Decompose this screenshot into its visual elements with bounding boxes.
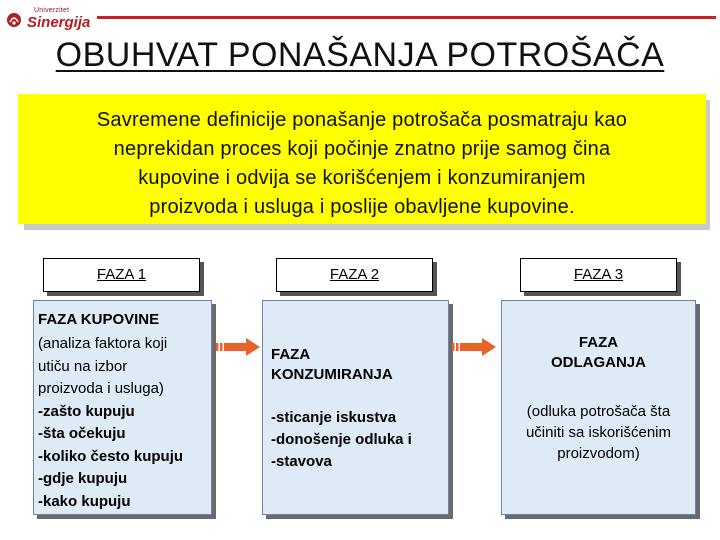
purchase-phase-card [33,300,212,515]
university-logo [4,6,96,32]
definition-line: kupovine i odvija se korišćenjem i konzumiranjem [138,167,586,189]
disposal-phase-text [502,401,695,464]
consumption-title-line: FAZA [271,346,311,363]
definition-line: Savremene definicije ponašanje potrošača posmatraju kao [96,109,628,131]
right-arrow-icon [216,338,260,356]
header-divider [97,16,716,19]
consumption-phase-list [271,407,412,473]
disposal-phase-title [502,333,695,373]
disposal-title-line: FAZA [578,334,619,351]
purchase-note-line: (analiza faktora koji [38,335,168,352]
disposal-phase-card [501,300,696,515]
phase-3-label: FAZA 3 [520,258,677,292]
purchase-note-line: proizvoda i usluga) [38,380,164,397]
logo-main-text: Sinergija [27,14,91,31]
logo-small-text: Univerzitet [34,7,70,14]
purchase-item: -šta očekuju [38,425,126,442]
consumption-title-line: KONZUMIRANJA [271,366,393,383]
consumption-phase-title [271,345,393,385]
consumption-item: -stavova [271,453,332,470]
purchase-phase-title: FAZA KUPOVINE [38,311,160,328]
definition-text [18,106,706,222]
purchase-item: -koliko često kupuju [38,447,184,465]
right-arrow-icon [452,338,496,356]
consumption-phase-card [262,300,449,515]
disposal-text-line: (odluka potrošača šta [526,403,671,420]
phase-1-label: FAZA 1 [43,258,200,292]
disposal-title-line: ODLAGANJA [550,354,646,371]
consumption-item: -donošenje odluka i [271,431,412,448]
purchase-item: -gdje kupuju [38,470,128,487]
purchase-item: -zašto kupuju [38,402,135,420]
disposal-text-line: učiniti sa iskorišćenim [525,424,672,441]
phase-2-label: FAZA 2 [276,258,433,292]
purchase-item: -kako kupuju [38,492,131,510]
logo-emblem-icon [6,12,22,28]
slide-title: OBUHVAT PONAŠANJA POTROŠAČA [55,36,665,74]
purchase-phase-list [38,333,183,513]
disposal-text-line: proizvodom) [557,445,640,462]
consumption-item: -sticanje iskustva [271,409,397,426]
purchase-note-line: utiču na izbor [38,357,128,375]
definition-line: neprekidan proces koji počinje znatno prije samog čina [113,138,611,160]
definition-line: proizvoda i usluga i poslije obavljene kupovine. [149,196,575,218]
